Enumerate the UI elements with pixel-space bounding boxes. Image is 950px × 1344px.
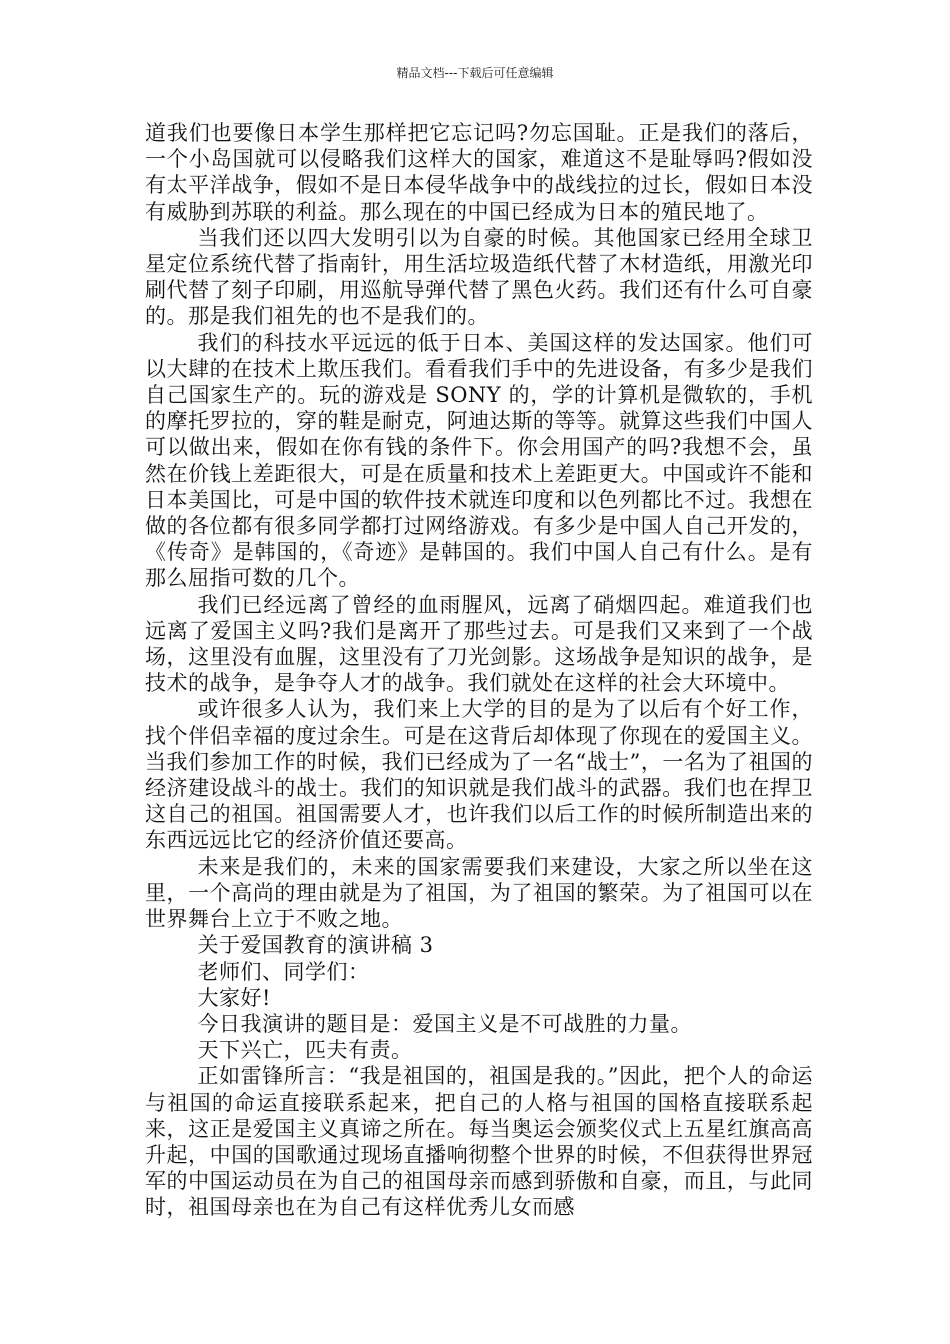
paragraph: 天下兴亡，匹夫有责。: [197, 1038, 413, 1063]
salutation: 老师们、同学们：: [197, 959, 370, 984]
document-body: [145, 120, 813, 1221]
paragraph: 我们已经远离了曾经的血雨腥风，远离了硝烟四起。难道我们也远离了爱国主义吗?我们是离开了那些过去。可是我们又来到了一个战场，这里没有血腥，这里没有了刀光剑影。这场战争是知识的战争，是技术的战争，是争夺人才的战争。我们就处在这样的社会大环境中。: [145, 592, 813, 696]
paragraph: 或许很多人认为，我们来上大学的目的是为了以后有个好工作，找个伴侣幸福的度过余生。可是在这背后却体现了你现在的爱国主义。当我们参加工作的时候，我们已经成为了一名“战士”，一名为了祖国的经济建设战斗的战士。我们的知识就是我们战斗的武器。我们也在捍卫这自己的祖国。祖国需要人才，也许我们以后工作的时候所制造出来的东西远远比它的经济价值还要高。: [145, 697, 813, 853]
paragraph: 未来是我们的，未来的国家需要我们来建设，大家之所以坐在这里，一个高尚的理由就是为了祖国，为了祖国的繁荣。为了祖国可以在世界舞台上立于不败之地。: [145, 854, 813, 932]
greeting: 大家好!: [197, 985, 271, 1010]
paragraph: 今日我演讲的题目是：爱国主义是不可战胜的力量。: [197, 1011, 692, 1036]
paragraph: 道我们也要像日本学生那样把它忘记吗?勿忘国耻。正是我们的落后，一个小岛国就可以侵略我们这样大的国家，难道这不是耻辱吗?假如没有太平洋战争，假如不是日本侵华战争中的战线拉的过长，假如日本没有威胁到苏联的利益。那么现在的中国已经成为日本的殖民地了。: [145, 121, 813, 224]
paragraph: 当我们还以四大发明引以为自豪的时候。其他国家已经用全球卫星定位系统代替了指南针，用生活垃圾造纸代替了木材造纸，用激光印刷代替了刻子印刷，用巡航导弹代替了黑色火药。我们还有什么可自豪的。那是我们祖先的也不是我们的。: [145, 225, 813, 329]
paragraph: 我们的科技水平远远的低于日本、美国这样的发达国家。他们可以大肆的在技术上欺压我们。看看我们手中的先进设备，有多少是我们自己国家生产的。玩的游戏是 SONY 的，学的计算机是微软的，手机的摩托罗拉的，穿的鞋是耐克，阿迪达斯的等等。就算这些我们中国人可以做出来，假如在你有钱的条件下。你会用国产的吗?我想不会，虽然在价钱上差距很大，可是在质量和技术上差距更大。中国或许不能和日本美国比，可是中国的软件技术就连印度和以色列都比不过。我想在做的各位都有很多同学都打过网络游戏。有多少是中国人自己开发的，《传奇》是韩国的，《奇迹》是韩国的。我们中国人自己有什么。是有那么屈指可数的几个。: [145, 330, 813, 591]
paragraph: 正如雷锋所言：“我是祖国的，祖国是我的。”因此，把个人的命运与祖国的命运直接联系起来，把自己的人格与祖国的国格直接联系起来，这正是爱国主义真谛之所在。每当奥运会颁奖仪式上五星红旗高高升起，中国的国歌通过现场直播响彻整个世界的时候，不但获得世界冠军的中国运动员在为自己的祖国母亲而感到骄傲和自豪，而且，与此同时，祖国母亲也在为自己有这样优秀儿女而感: [145, 1064, 813, 1220]
page-header: 精品文档---下载后可任意编辑: [396, 66, 554, 80]
section-title: 关于爱国教育的演讲稿 3: [197, 933, 434, 958]
